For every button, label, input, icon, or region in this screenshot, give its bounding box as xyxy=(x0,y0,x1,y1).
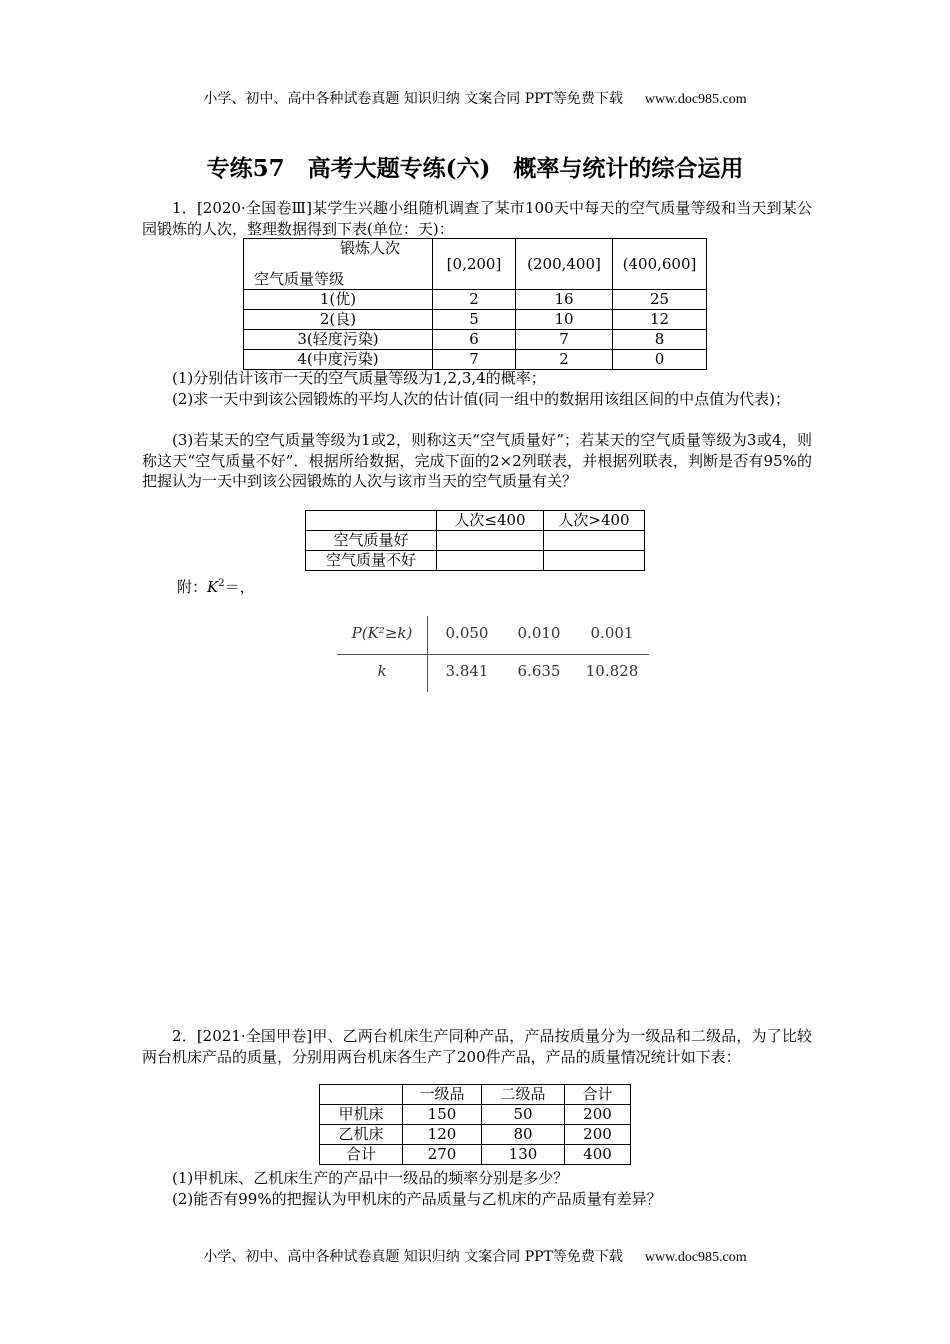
q2-row-label: 合计 xyxy=(320,1145,403,1165)
table-row xyxy=(320,1125,631,1145)
q2-data-table xyxy=(319,1084,631,1165)
appendix-eq: ＝， xyxy=(224,578,255,596)
q2-col-header: 合计 xyxy=(565,1085,631,1105)
table-cell[interactable] xyxy=(437,531,544,551)
q1-reference-table xyxy=(337,616,649,692)
q1-corner-bottom: 空气质量等级 xyxy=(254,270,345,288)
table-cell: 50 xyxy=(482,1105,565,1125)
q1-appendix xyxy=(177,576,255,597)
q1-corner-top: 锻炼人次 xyxy=(339,239,400,257)
page-title: 专练57 高考大题专练(六) 概率与统计的综合运用 xyxy=(206,155,744,182)
table-cell: 16 xyxy=(516,290,613,310)
table-cell: 6 xyxy=(433,330,516,350)
q1-row-label: 2(良) xyxy=(244,310,433,330)
q2-intro: 2．[2021·全国甲卷]甲、乙两台机床生产同种产品，产品按质量分为一级品和二级品，为了比较两台机床产品的质量，分别用两台机床各生产了200件产品，产品的质量情况统计如下表： xyxy=(142,1027,812,1066)
table-cell: 25 xyxy=(613,290,707,310)
table-cell: 200 xyxy=(565,1125,631,1145)
q2-col-header: 二级品 xyxy=(482,1085,565,1105)
table-row xyxy=(320,1145,631,1165)
ref-p-value: 0.010 xyxy=(517,624,561,642)
table-cell: 5 xyxy=(433,310,516,330)
table-cell: 7 xyxy=(433,350,516,370)
page-header xyxy=(0,88,950,108)
appendix-exp: 2 xyxy=(218,578,225,589)
table-cell: 7 xyxy=(516,330,613,350)
table-cell: 10 xyxy=(516,310,613,330)
header-text: 小学、初中、高中各种试卷真题 知识归纳 文案合同 PPT等免费下载 xyxy=(203,91,623,107)
table-cell: 270 xyxy=(403,1145,482,1165)
q1-contingency-table xyxy=(305,510,645,571)
q2-part1: (1)甲机床、乙机床生产的产品中一级品的频率分别是多少？ xyxy=(172,1169,569,1187)
appendix-label: 附： xyxy=(177,578,208,596)
q1-part3: (3)若某天的空气质量等级为1或2，则称这天“空气质量好”；若某天的空气质量等级为3或4，则称这天“空气质量不好”．根据所给数据，完成下面的2×2列联表，并根据列联表，判断是否有95%的把握认为一天中到该公园锻炼的人次与该市当天的空气质量有关？ xyxy=(142,431,812,490)
table-cell: 130 xyxy=(482,1145,565,1165)
table-cell: 2 xyxy=(433,290,516,310)
ref-k-label: k xyxy=(377,662,387,680)
q2-col-header: 一级品 xyxy=(403,1085,482,1105)
q1-row-label: 1(优) xyxy=(244,290,433,310)
q1-cont-row-label: 空气质量好 xyxy=(306,531,437,551)
q1-row-label: 4(中度污染) xyxy=(244,350,433,370)
ref-k-value: 10.828 xyxy=(585,662,639,680)
table-cell[interactable] xyxy=(437,551,544,571)
q1-table-corner xyxy=(244,239,433,290)
ref-p-label: P(K²≥k) xyxy=(351,624,413,642)
q1-col-header: [0,200] xyxy=(433,239,516,290)
q1-data-table xyxy=(243,238,707,370)
footer-url[interactable]: www.doc985.com xyxy=(644,1250,747,1265)
footer-text: 小学、初中、高中各种试卷真题 知识归纳 文案合同 PPT等免费下载 xyxy=(203,1249,623,1265)
ref-k-value: 6.635 xyxy=(517,662,561,680)
table-cell: 2 xyxy=(516,350,613,370)
ref-p-value: 0.001 xyxy=(590,624,634,642)
q1-row-label: 3(轻度污染) xyxy=(244,330,433,350)
table-cell: 0 xyxy=(613,350,707,370)
q1-part2: (2)求一天中到该公园锻炼的平均人次的估计值(同一组中的数据用该组区间的中点值为代表)； xyxy=(172,390,790,408)
table-cell[interactable] xyxy=(544,551,645,571)
q1-cont-col-header: 人次≤400 xyxy=(437,511,544,531)
q2-part2: (2)能否有99%的把握认为甲机床的产品质量与乙机床的产品质量有差异？ xyxy=(172,1190,662,1208)
table-cell: 12 xyxy=(613,310,707,330)
table-row xyxy=(244,330,707,350)
table-divider xyxy=(337,654,649,655)
table-row xyxy=(306,551,645,571)
q1-intro: 1．[2020·全国卷Ⅲ]某学生兴趣小组随机调查了某市100天中每天的空气质量等级和当天到某公园锻炼的人次，整理数据得到下表(单位：天)： xyxy=(142,199,812,238)
header-url[interactable]: www.doc985.com xyxy=(644,92,747,107)
appendix-k: K xyxy=(207,578,219,596)
table-cell: 150 xyxy=(403,1105,482,1125)
q1-part1: (1)分别估计该市一天的空气质量等级为1,2,3,4的概率； xyxy=(172,369,546,387)
table-cell xyxy=(306,511,437,531)
table-row xyxy=(244,290,707,310)
table-row xyxy=(320,1105,631,1125)
page-footer xyxy=(0,1246,950,1266)
table-cell[interactable] xyxy=(544,531,645,551)
q1-cont-row-label: 空气质量不好 xyxy=(306,551,437,571)
ref-p-value: 0.050 xyxy=(445,624,489,642)
table-cell: 400 xyxy=(565,1145,631,1165)
table-cell: 120 xyxy=(403,1125,482,1145)
q2-col-header xyxy=(320,1085,403,1105)
q1-col-header: (200,400] xyxy=(516,239,613,290)
table-row xyxy=(306,531,645,551)
q1-cont-col-header: 人次>400 xyxy=(544,511,645,531)
table-cell: 200 xyxy=(565,1105,631,1125)
q2-row-label: 甲机床 xyxy=(320,1105,403,1125)
q1-col-header: (400,600] xyxy=(613,239,707,290)
table-row xyxy=(244,310,707,330)
q2-row-label: 乙机床 xyxy=(320,1125,403,1145)
ref-k-value: 3.841 xyxy=(445,662,489,680)
table-cell: 8 xyxy=(613,330,707,350)
table-cell: 80 xyxy=(482,1125,565,1145)
table-row xyxy=(244,350,707,370)
